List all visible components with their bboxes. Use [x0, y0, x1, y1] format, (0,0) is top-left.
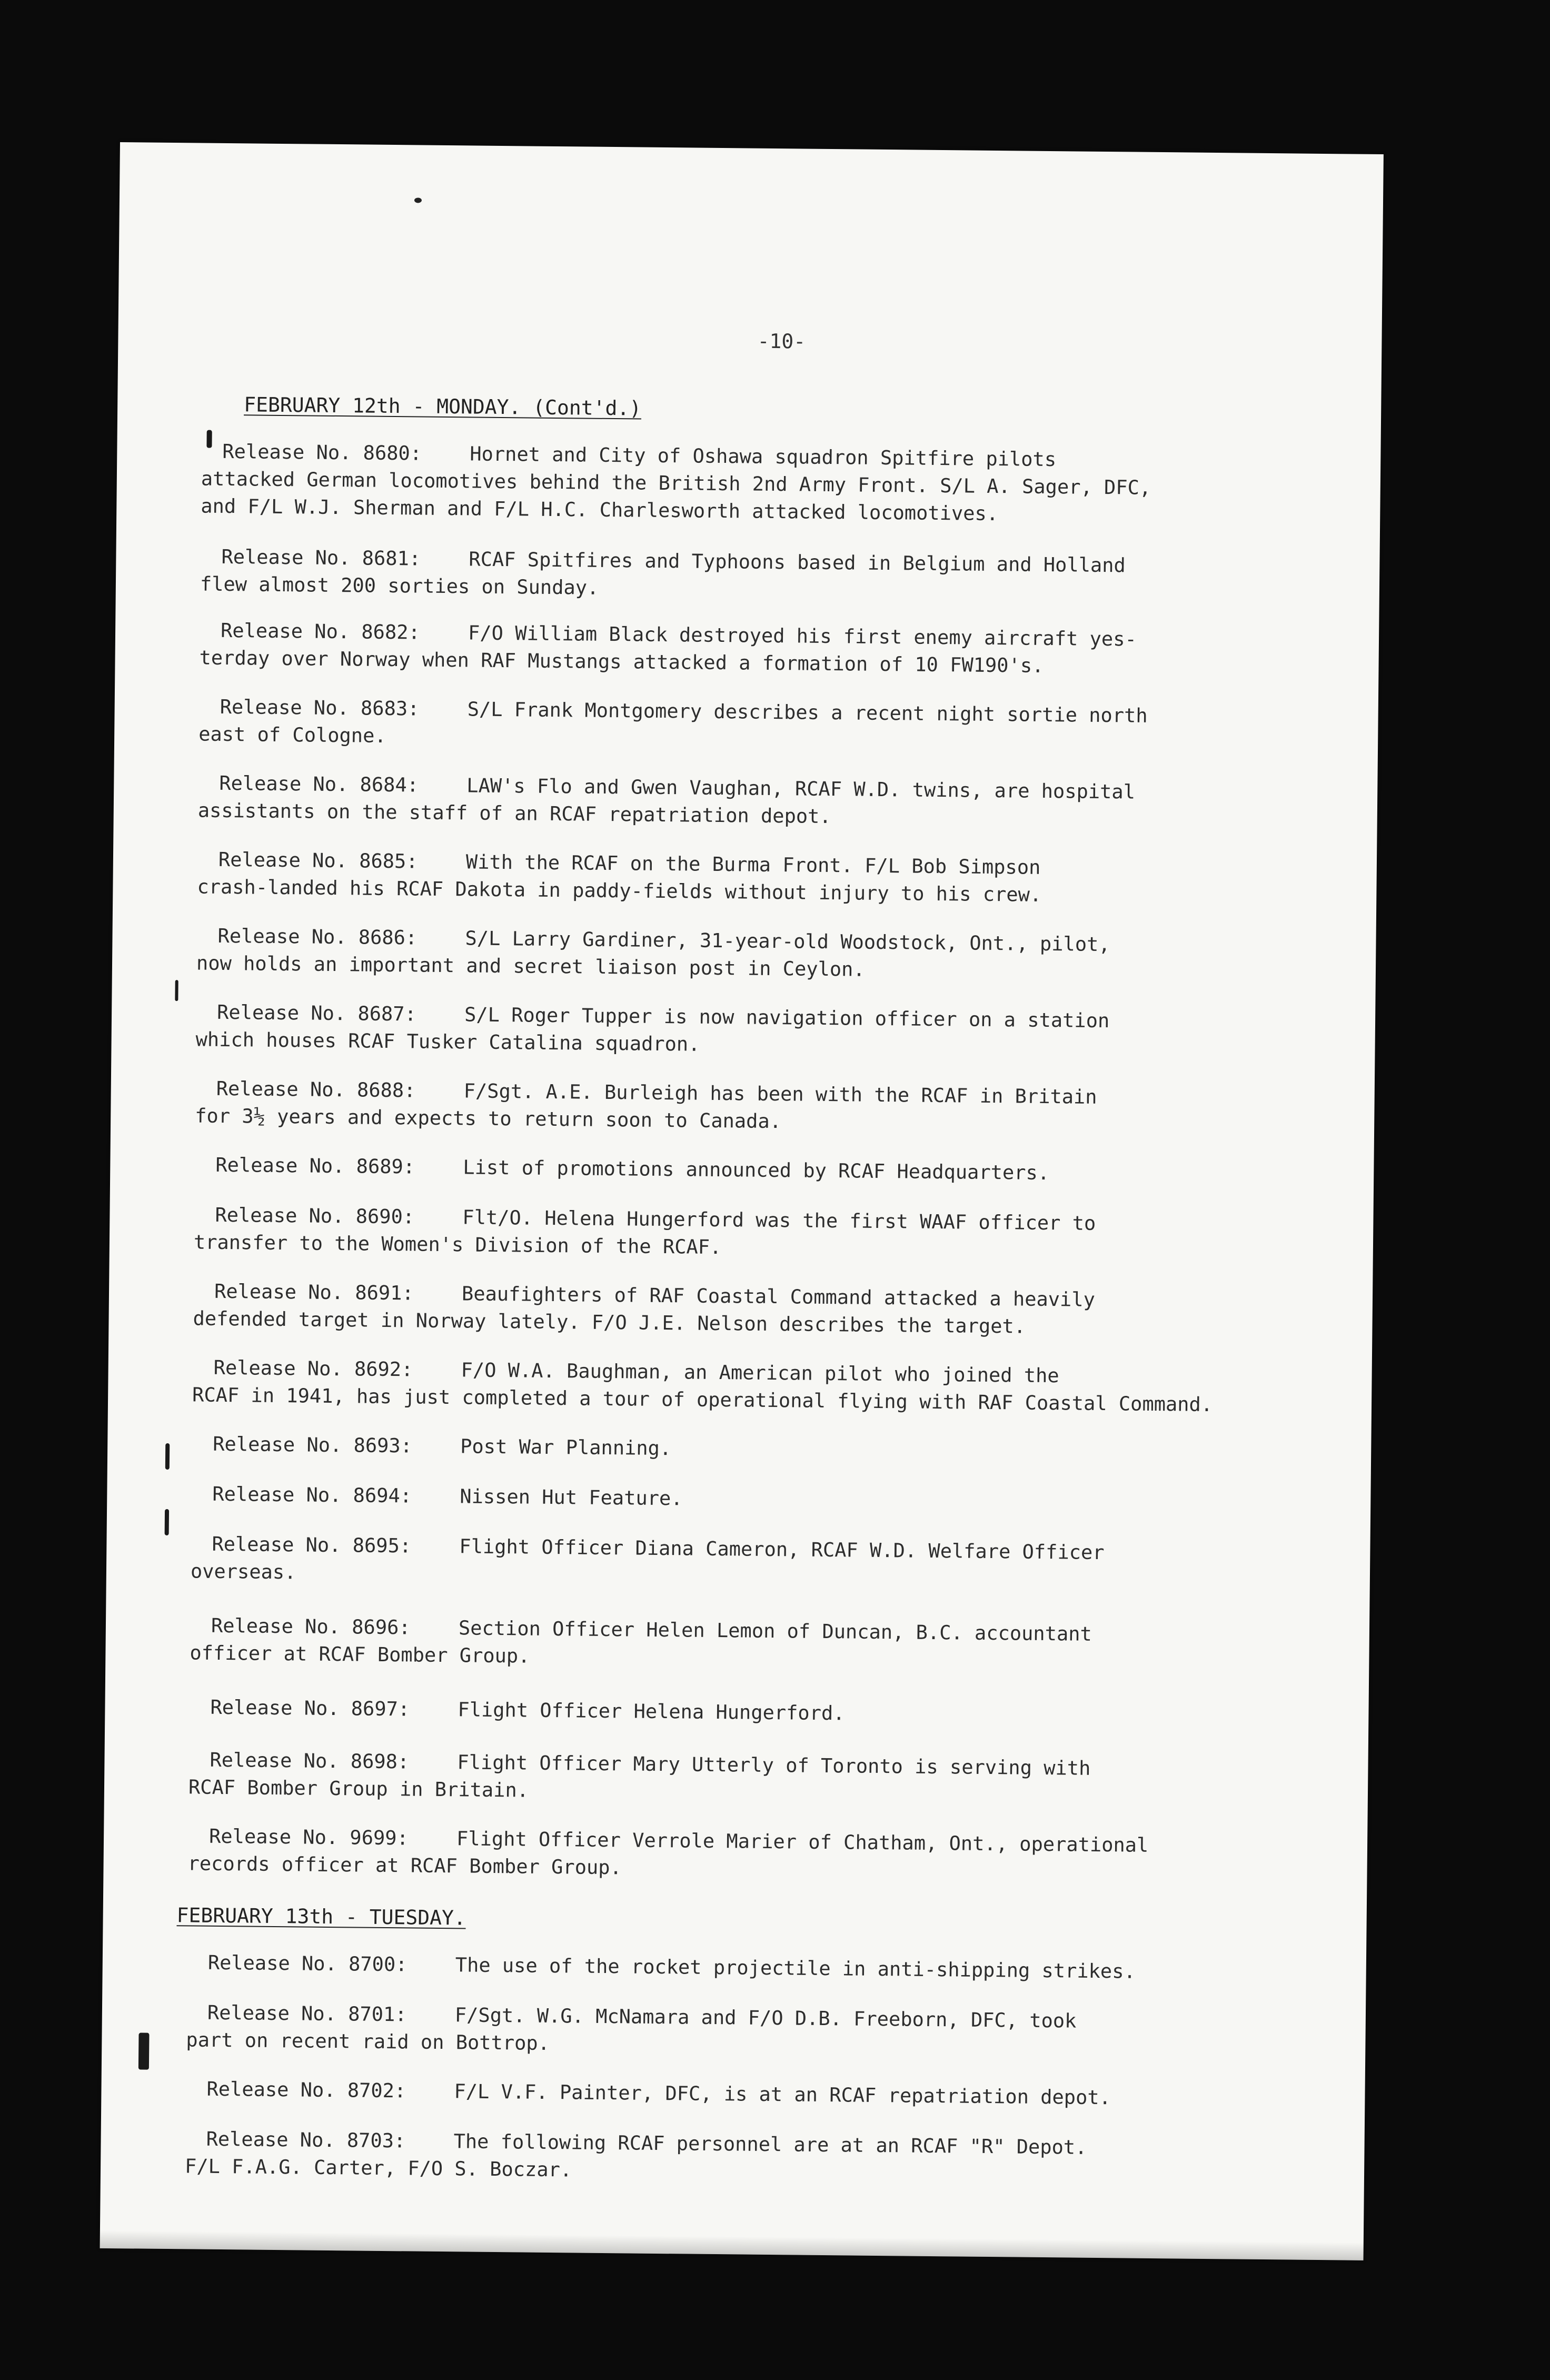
release-number: Release No. 8692:: [213, 1356, 413, 1381]
release-text-continued: defended target in Norway lately. F/O J.E. Nelson describes the target.: [193, 1307, 1026, 1338]
release-entry: [212, 1481, 1360, 1519]
section-heading: FEBRUARY 13th - TUESDAY.: [176, 1903, 466, 1930]
release-number: Release No. 8693:: [213, 1432, 413, 1457]
release-number: Release No. 9699:: [208, 1824, 409, 1850]
release-number: Release No. 8695:: [212, 1532, 412, 1558]
release-number: Release No. 8700:: [207, 1951, 408, 1976]
release-text: Beaufighters of RAF Coastal Command attacked a heavily: [461, 1282, 1096, 1311]
release-entry: [186, 1999, 1355, 2065]
release-text: F/L V.F. Painter, DFC, is at an RCAF repatriation depot.: [454, 2080, 1111, 2109]
release-text: F/Sgt. W.G. McNamara and F/O D.B. Freeborn, DFC, took: [454, 2004, 1077, 2032]
release-entry: [190, 1531, 1360, 1596]
release-text: List of promotions announced by RCAF Headquarters.: [463, 1156, 1050, 1185]
release-number: Release No. 8696:: [211, 1614, 411, 1639]
release-number: Release No. 8698:: [210, 1748, 410, 1773]
release-text-continued: east of Cologne.: [198, 722, 386, 747]
release-text-continued: flew almost 200 sorties on Sunday.: [200, 572, 599, 599]
release-text-continued: RCAF in 1941, has just completed a tour of operational flying with RAF Coastal Command.: [192, 1383, 1213, 1416]
page-edge-shadow: [100, 2230, 1364, 2260]
release-text-continued: F/L F.A.G. Carter, F/O S. Boczar.: [184, 2155, 572, 2181]
release-number: Release No. 8701:: [207, 2001, 407, 2026]
release-entry: [197, 846, 1366, 912]
release-entry: [190, 1612, 1359, 1678]
release-text-continued: and F/L W.J. Sherman and F/L H.C. Charlesworth attacked locomotives.: [201, 494, 999, 525]
section-heading: FEBRUARY 12th - MONDAY. (Cont'd.): [244, 393, 642, 420]
release-number: Release No. 8690:: [215, 1203, 415, 1228]
release-text: Hornet and City of Oshawa squadron Spitfire pilots: [470, 442, 1057, 471]
release-entry: [187, 1823, 1357, 1889]
release-entry: [210, 1694, 1358, 1732]
release-entry: [188, 1747, 1358, 1812]
page-number: -10-: [757, 329, 806, 353]
release-entry: [193, 1278, 1362, 1344]
release-number: Release No. 8688:: [216, 1077, 416, 1102]
release-number: Release No. 8703:: [206, 2127, 406, 2153]
release-text-continued: part on recent raid on Bottrop.: [186, 2028, 550, 2055]
release-text-continued: officer at RCAF Bomber Group.: [190, 1641, 530, 1668]
release-entry: [200, 543, 1369, 609]
release-text: Flight Officer Helena Hungerford.: [458, 1698, 845, 1725]
release-text-continued: transfer to the Women's Division of the RCAF.: [193, 1231, 722, 1259]
release-text: F/Sgt. A.E. Burleigh has been with the RCAF in Britain: [463, 1079, 1097, 1108]
margin-mark: [206, 430, 212, 448]
release-text: LAW's Flo and Gwen Vaughan, RCAF W.D. twins, are hospital: [466, 774, 1136, 804]
release-number: Release No. 8694:: [212, 1482, 412, 1508]
document-page: [100, 142, 1384, 2260]
release-text-continued: overseas.: [190, 1560, 296, 1584]
release-text: Flight Officer Diana Cameron, RCAF W.D. Welfare Officer: [459, 1535, 1105, 1564]
release-number: Release No. 8682:: [220, 619, 420, 644]
release-text-continued: for 3½ years and expects to return soon to Canada.: [195, 1104, 782, 1133]
release-text: F/O W.A. Baughman, an American pilot who joined the: [461, 1358, 1059, 1387]
margin-mark: [165, 1443, 170, 1470]
release-entry: [192, 1354, 1362, 1420]
release-entry: [196, 923, 1366, 988]
release-entry: [195, 1075, 1364, 1141]
release-number: Release No. 8683:: [220, 695, 420, 720]
release-text: The use of the rocket projectile in anti-shipping strikes.: [455, 1953, 1136, 1983]
release-entry: [197, 770, 1367, 836]
release-entry: [201, 438, 1370, 531]
release-text: S/L Frank Montgomery describes a recent night sortie north: [467, 698, 1148, 727]
release-text-continued: which houses RCAF Tusker Catalina squadron.: [195, 1028, 700, 1056]
release-entry: [193, 1202, 1363, 1267]
release-text: Flt/O. Helena Hungerford was the first WAAF officer to: [462, 1206, 1096, 1235]
release-text-continued: terday over Norway when RAF Mustangs attacked a formation of 10 FW190's.: [199, 646, 1044, 677]
release-text: Section Officer Helen Lemon of Duncan, B.C. accountant: [458, 1617, 1092, 1645]
release-number: Release No. 8691:: [214, 1280, 414, 1305]
release-number: Release No. 8680:: [222, 440, 422, 465]
margin-mark: [138, 2033, 150, 2070]
release-entry: [213, 1431, 1360, 1469]
release-entry: [184, 2126, 1354, 2191]
release-number: Release No. 8697:: [210, 1695, 410, 1721]
release-number: Release No. 8684:: [219, 771, 419, 797]
release-text-continued: RCAF Bomber Group in Britain.: [188, 1776, 529, 1802]
release-text: S/L Larry Gardiner, 31-year-old Woodstock, Ont., pilot,: [465, 927, 1110, 956]
release-text: With the RCAF on the Burma Front. F/L Bob Simpson: [465, 850, 1041, 879]
release-number: Release No. 8689:: [215, 1153, 415, 1178]
margin-mark: [165, 1509, 169, 1535]
release-text: RCAF Spitfires and Typhoons based in Belgium and Holland: [469, 548, 1126, 577]
release-text-continued: attacked German locomotives behind the British 2nd Army Front. S/L A. Sager, DFC,: [201, 467, 1151, 499]
release-text: The following RCAF personnel are at an RCAF "R" Depot.: [453, 2130, 1087, 2159]
release-number: Release No. 8681:: [221, 545, 421, 570]
release-entry: [198, 693, 1368, 759]
release-text: S/L Roger Tupper is now navigation officer on a station: [464, 1003, 1110, 1033]
release-number: Release No. 8686:: [217, 924, 418, 949]
release-text: F/O William Black destroyed his first enemy aircraft yes-: [468, 621, 1137, 651]
release-text-continued: records officer at RCAF Bomber Group.: [187, 1852, 622, 1879]
release-entry: [215, 1152, 1363, 1190]
release-entry: [208, 1949, 1356, 1988]
margin-mark: [175, 980, 178, 1001]
release-text-continued: now holds an important and secret liaison post in Ceylon.: [196, 951, 865, 981]
release-text-continued: assistants on the staff of an RCAF repatriation depot.: [197, 799, 831, 828]
release-entry: [206, 2076, 1354, 2114]
release-number: Release No. 8685:: [218, 848, 418, 873]
speck: [414, 197, 422, 203]
release-text-continued: crash-landed his RCAF Dakota in paddy-fields without injury to his crew.: [197, 875, 1042, 906]
release-text: Nissen Hut Feature.: [460, 1485, 683, 1510]
release-number: Release No. 8702:: [206, 2077, 406, 2103]
release-text: Post War Planning.: [460, 1435, 672, 1460]
release-text: Flight Officer Verrole Marier of Chatham, Ont., operational: [456, 1827, 1149, 1857]
release-entry: [195, 999, 1365, 1065]
release-number: Release No. 8687:: [216, 1000, 417, 1026]
page-text: [100, 142, 1384, 2260]
release-entry: [199, 617, 1368, 683]
release-text: Flight Officer Mary Utterly of Toronto is serving with: [457, 1751, 1091, 1780]
